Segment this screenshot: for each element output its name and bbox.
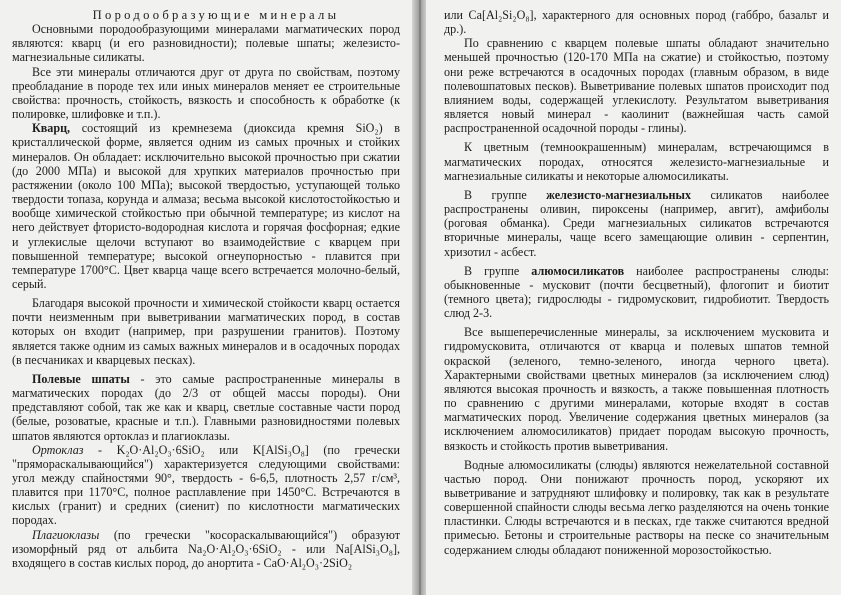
paragraph-colored-minerals: К цветным (темноокрашенным) минералам, встречающимся в магматических породах, относятся железисто-магнезиальные и магнезиальные силикаты и некоторые алюмосиликаты. [444,140,829,183]
left-text-column [12,8,400,570]
term-orthoclase: Ортоклаз [32,442,84,457]
paragraph-anorthite-cont: или Ca[Al₂Si₂O₈], характерного для основных пород (габбро, базальт и др.). [444,8,829,37]
paragraph-plagioclases-text: (по гречески "косораскалывающийся") образуют изоморфный ряд от альбита Na₂O·Al₂O₃·6SiO₂ - или Na[AlSi₃O₈], входящего в состав кислых пород, до анортита - CaO·Al₂O₃·2SiO₂ [12,527,400,570]
paragraph-mica: Водные алюмосиликаты (слюды) являются нежелательной составной частью пород. Они понижают прочность пород, ускоряют их выветривание и затрудняют шлифовку и полировку, так как в результате совершенной спайности слюды весьма легко разделяются на очень тонкие пластинки. Слюды встречаются и в песках, где также считаются вредной примесью. Бетоны и строительные растворы на песке со значительным содержанием слюды обладают пониженной морозостойкостью. [444,457,829,557]
lead-ferromagnesian: В группе [464,187,527,202]
term-aluminosilicates: алюмосиликатов [531,263,625,278]
paragraph-ferromagnesian-text: силикатов наиболее распространены оливин, пироксены (например, авгит), амфиболы (роговая обманка). Среди магнезиальных силикатов встречаются вторичные минералы, чаще всего замещающие оливин - серпентин, хризотил - асбест. [444,187,830,259]
paragraph-colored-properties: Все вышеперечисленные минералы, за исключением мусковита и гидромусковита, отличаются от кварца и полевых шпатов темной окраской (зеленого, темно-зеленого, иногда черного цвета). Характерными свойствами цветных минералов (за исключением слюд) являются высокая прочность и вязкость, а также повышенная плотность по сравнению с другими минералами, которые входят в состав магматических пород. Увеличение содержания цветных минералов (за исключением алюмосиликатов) придает породам высокую прочность, вязкость и стойкость против выветривания. [444,325,829,453]
paragraph-feldspars-text: - это самые распространенные минералы в магматических породах (до 2/3 от общей массы породы). Они представляют собой, так же как и кварц, светлые составные части пород (белые, розоватые, красные и т.п.). Главными разновидностями полевых шпатов являются ортоклаз и плагиоклазы. [12,371,400,443]
paragraph-aluminosilicates-text: наиболее распространены слюды: обыкновенные - мусковит (почти бесцветный), флогопит и биотит (темного цвета); гидрослюды - гидромусковит, гидробиотит. Твердость слюд 2-3. [444,263,830,321]
term-plagioclases: Плагиоклазы [32,527,100,542]
paragraph-properties: Все эти минералы отличаются друг от друга по свойствам, поэтому преобладание в породе тех или иных минералов меняет ее строительные свойства: прочность, стойкость, вязкость и способность к обработке (к полировке, шлифовке и т.п.). [12,64,400,122]
paragraph-feldspar-strength: По сравнению с кварцем полевые шпаты обладают значительно меньшей прочностью (120-170 МПа на сжатие) и стойкостью, поэтому они реже встречаются в осадочных породах (главным образом, в виде полевошпатовых песков). Выветривание полевых шпатов происходит под влиянием воды, содержащей углекислоту. Результатом выветривания является новый минерал - каолинит (важнейшая часть самой распространенной осадочной породы - глины). [444,36,829,136]
page-title: Породообразующие минералы [92,8,340,22]
left-page [0,0,414,595]
paragraph-feldspars [12,372,400,443]
lead-aluminosilicates: В группе [464,263,520,278]
term-feldspars: Полевые шпаты [32,371,130,386]
paragraph-orthoclase-text: - K₂O·Al₂O₃·6SiO₂ или K[AlSi₃O₈] (по гречески "прямораскалывающийся") характеризуется следующими свойствами: угол между спайностями 90°, твердость - 6-6,5, плотность 2,57 г/см³, плавится при 1170°С, полное расплавление при 1450°С. Встречаются в кислых (гранит) и средних (сиенит) по кислотности магматических породах. [12,442,400,528]
right-text-column [444,8,829,557]
paragraph-intro: Основными породообразующими минералами магматических пород являются: кварц (и его разновидности); полевые шпаты; железисто-магнезиальные силикаты. [12,22,400,65]
paragraph-aluminosilicates [444,264,829,321]
paragraph-orthoclase [12,443,400,528]
right-page [426,0,841,595]
term-quartz: Кварц, [32,121,71,136]
paragraph-quartz-text: состоящий из кремнезема (диоксида кремня SiO₂) в кристаллической форме, является одним из самых прочных и стойких минералов. Он обладает: исключительно высокой прочностью при сжатии (до 2000 МПа) и высокой для хрупких материалов прочностью при растяжении (около 100 МПа); высокой твердостью, уступающей только твердости топаза, корунда и алмаза; весьма высокой кислотостойкостью и вообще химической стойкостью при обычной температуре; из кислот на него действует фтористо-водородная кислота и горячая фосфорная; едкие и углекислые щелочи вступают во взаимодействие с кварцем при повышенной температуре; высокой огнеупорностью - плавится при температуре 1700°С. Цвет кварца чаще всего встречается молочно-белый, серый. [12,121,400,291]
paragraph-plagioclases [12,528,400,570]
term-ferromagnesian: железисто-магнезиальных [546,187,692,202]
paragraph-ferromagnesian [444,188,829,259]
paragraph-quartz-weathering: Благодаря высокой прочности и химической стойкости кварц остается почти неизменным при выветривании магматических пород, в состав которых он входит (например, при разрушении гранитов). Поэтому является также одним из самых важных минералов и в осадочных породах (в песчаниках и кварцевых песках). [12,296,400,367]
paragraph-quartz [12,121,400,291]
